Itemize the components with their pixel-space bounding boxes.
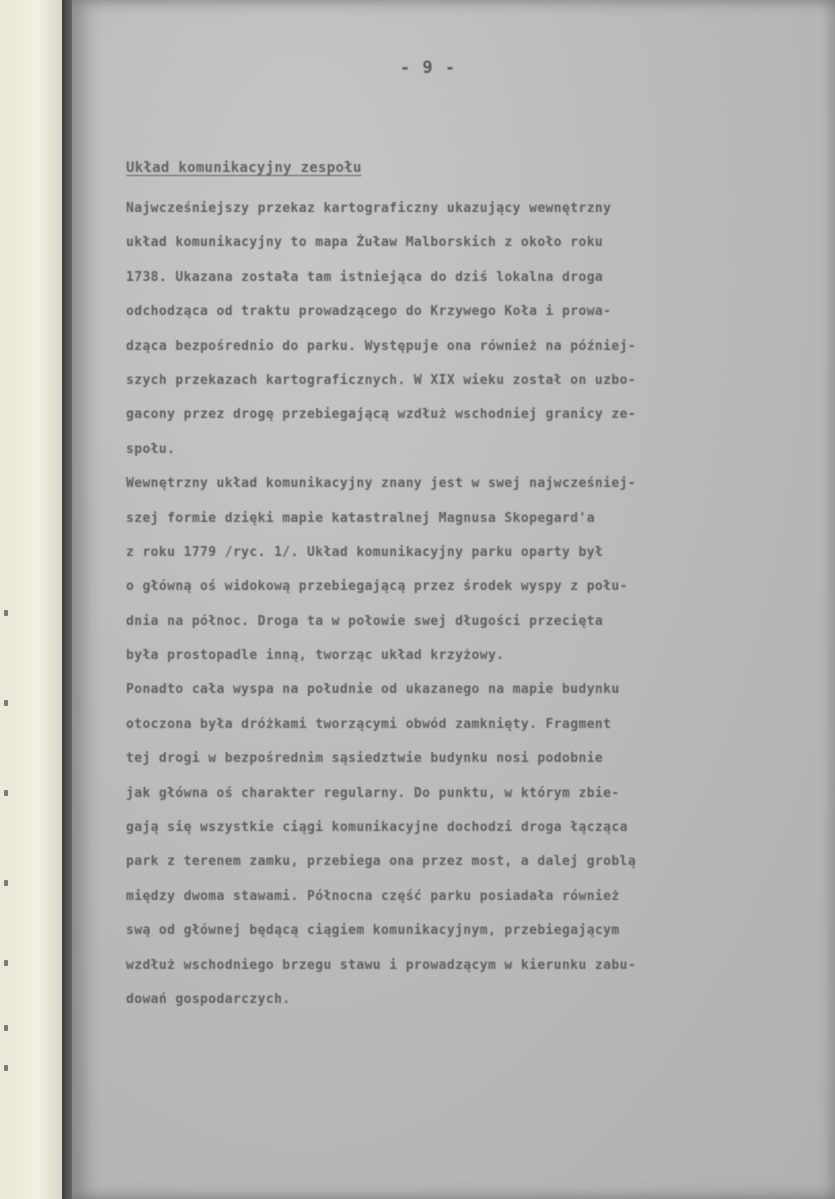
- margin-mark: [4, 880, 8, 886]
- text-line: z roku 1779 /ryc. 1/. Układ komunikacyjny parku oparty był: [126, 544, 604, 560]
- body-text: [126, 192, 826, 1017]
- text-line: wzdłuż wschodniego brzegu stawu i prowadzącym w kierunku zabu-: [126, 957, 637, 973]
- text-line: szych przekazach kartograficznych. W XIX wieku został on uzbo-: [126, 372, 637, 388]
- text-line: otoczona była dróżkami tworzącymi obwód zamknięty. Fragment: [126, 716, 612, 732]
- text-line: szej formie dzięki mapie katastralnej Magnusa Skopegard'a: [126, 510, 595, 526]
- adjacent-page-edge: [0, 0, 62, 1199]
- text-line: społu.: [126, 441, 176, 457]
- margin-mark: [4, 610, 8, 616]
- text-line: swą od głównej będącą ciągiem komunikacyjnym, przebiegającym: [126, 923, 620, 939]
- margin-mark: [4, 1065, 8, 1071]
- text-line: dnia na północ. Droga ta w połowie swej długości przecięta: [126, 613, 604, 629]
- text-line: gają się wszystkie ciągi komunikacyjne dochodzi droga łącząca: [126, 820, 628, 836]
- text-line: tej drogi w bezpośrednim sąsiedztwie budynku nosi podobnie: [126, 751, 604, 767]
- margin-mark: [4, 1025, 8, 1031]
- text-line: między dwoma stawami. Północna część parku posiadała również: [126, 888, 620, 904]
- text-line: gacony przez drogę przebiegającą wzdłuż wschodniej granicy ze-: [126, 407, 637, 423]
- text-line: Najwcześniejszy przekaz kartograficzny ukazujący wewnętrzny: [126, 201, 612, 216]
- margin-mark: [4, 790, 8, 796]
- text-line: odchodząca od traktu prowadzącego do Krzywego Koła i prowa-: [126, 304, 612, 320]
- section-heading: Układ komunikacyjny zespołu: [126, 160, 362, 176]
- text-line: park z terenem zamku, przebiega ona przez most, a dalej groblą: [126, 854, 637, 870]
- text-line: Ponadto cała wyspa na południe od ukazanego na mapie budynku: [126, 682, 620, 698]
- typewritten-page: [72, 0, 835, 1199]
- text-line: układ komunikacyjny to mapa Żuław Malborskich z około roku: [126, 235, 604, 251]
- text-line: 1738. Ukazana została tam istniejąca do dziś lokalna droga: [126, 269, 604, 285]
- text-line: dząca bezpośrednio do parku. Występuje ona również na później-: [126, 338, 637, 354]
- text-line: była prostopadle inną, tworząc układ krzyżowy.: [126, 648, 505, 664]
- page-number: - 9 -: [399, 58, 457, 78]
- text-line: Wewnętrzny układ komunikacyjny znany jest w swej najwcześniej-: [126, 476, 637, 492]
- margin-mark: [4, 960, 8, 966]
- margin-mark: [4, 700, 8, 706]
- text-line: jak główna oś charakter regularny. Do punktu, w którym zbie-: [126, 785, 620, 801]
- text-line: dowań gospodarczych.: [126, 991, 291, 1007]
- text-line: o główną oś widokową przebiegającą przez środek wyspy z połu-: [126, 579, 628, 595]
